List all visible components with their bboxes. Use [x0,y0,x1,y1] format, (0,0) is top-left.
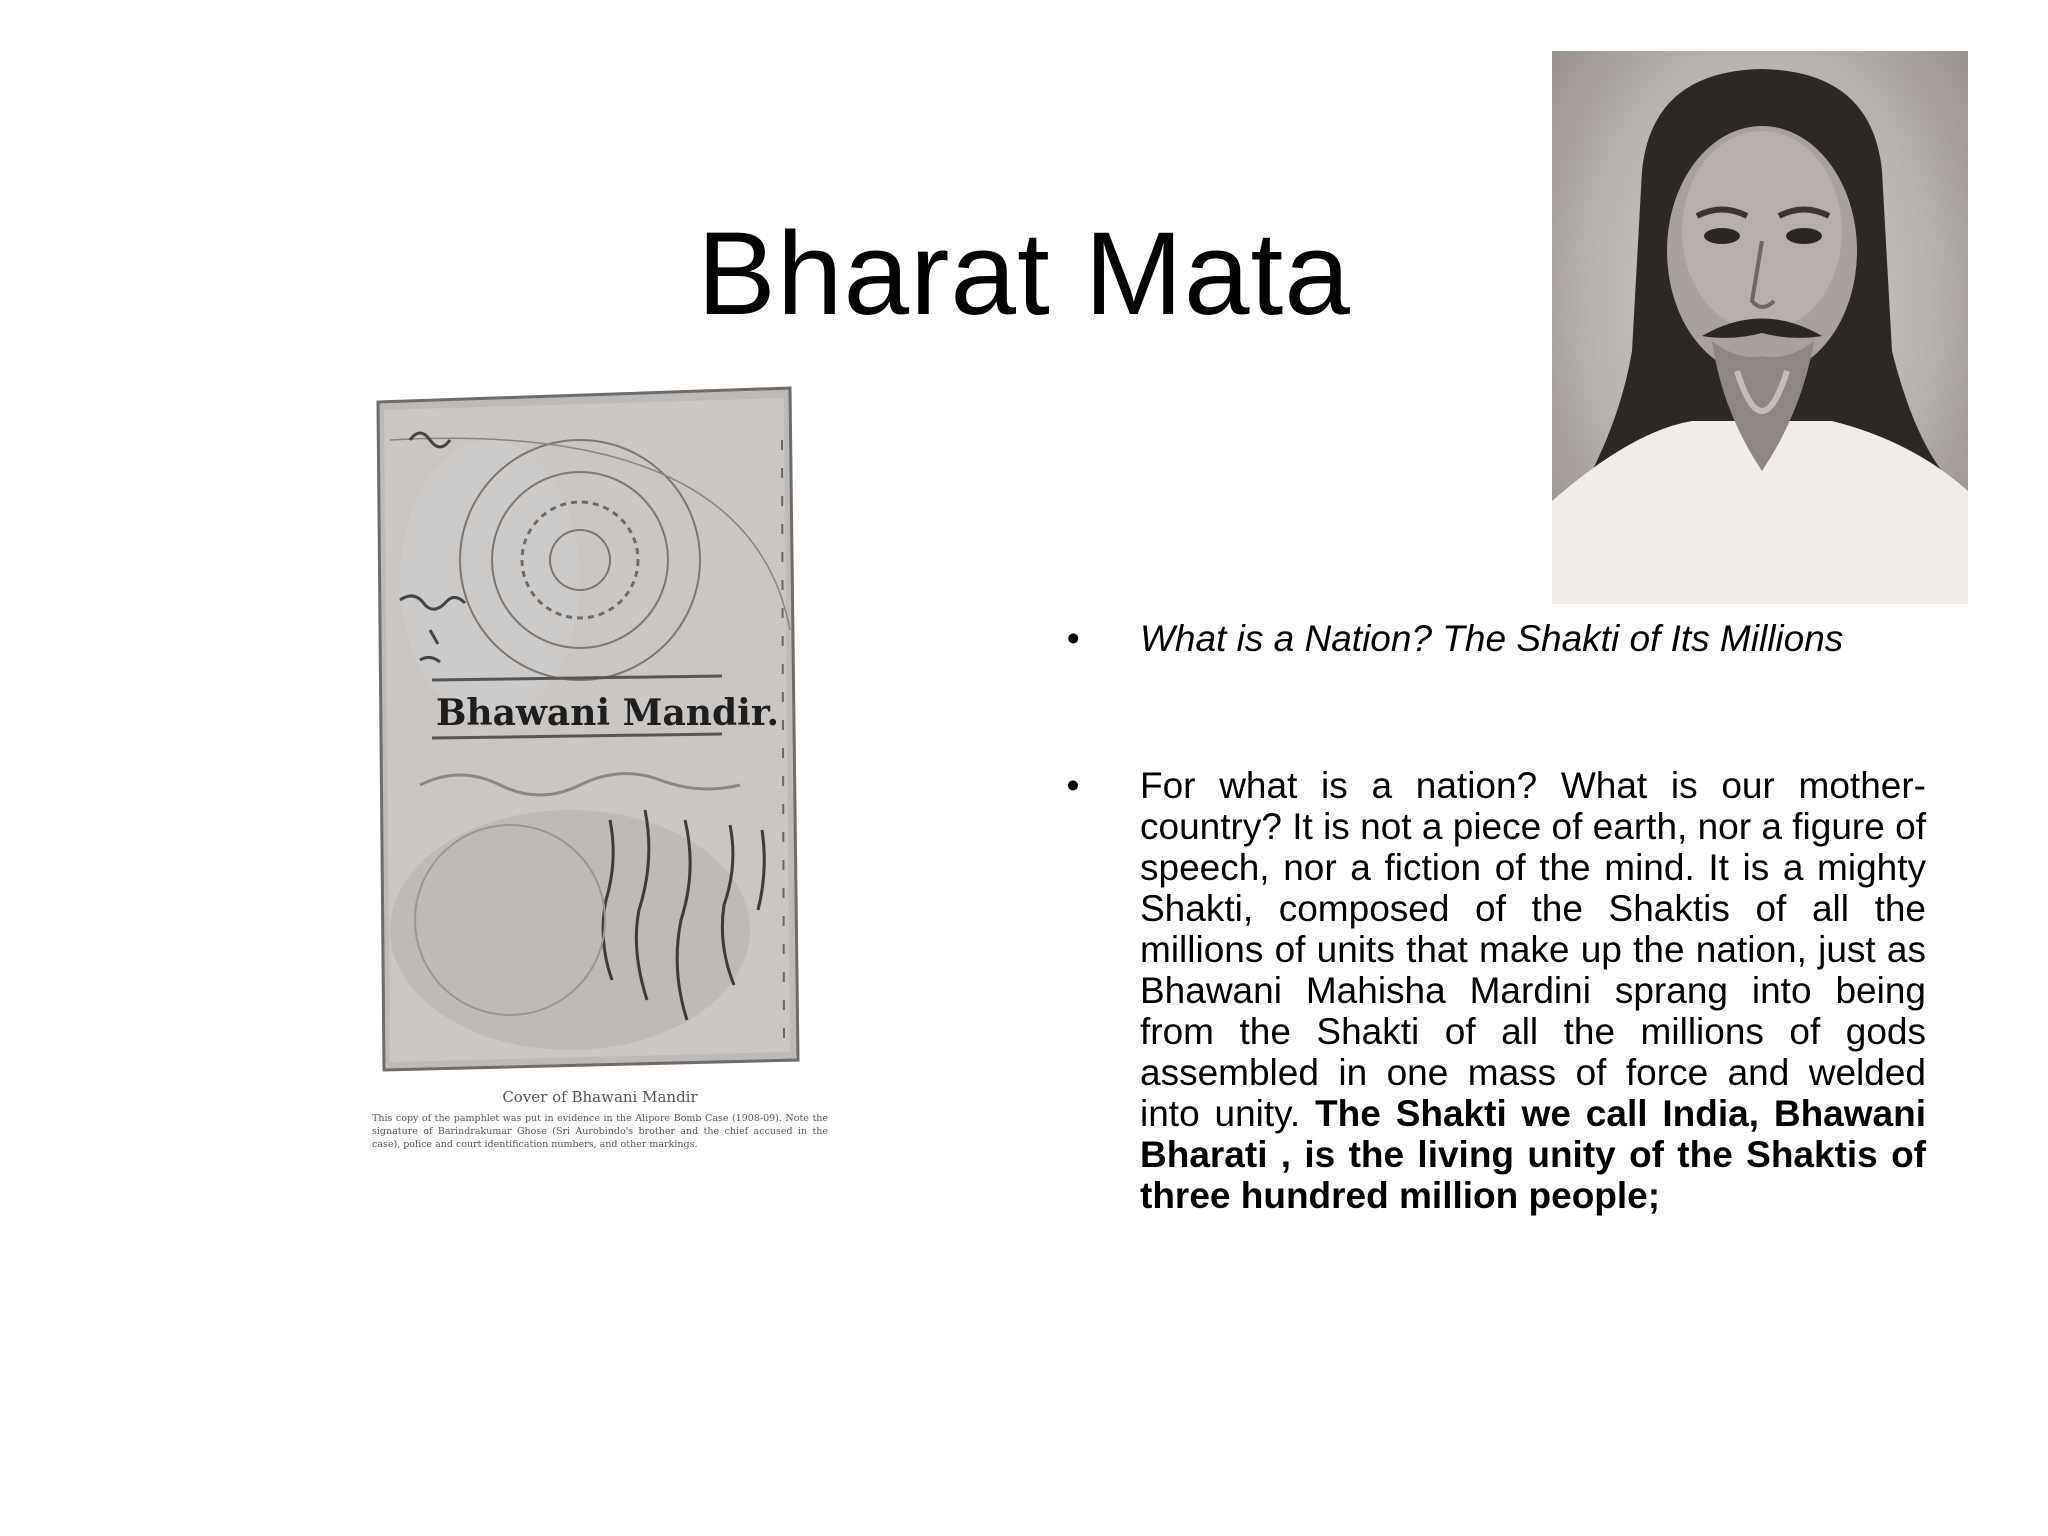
portrait-photo [1552,51,1968,604]
bullet-list [1058,618,1926,1216]
quote-bold-text: The Shakti we call India, Bhawani Bharati , is the living unity of the Shaktis of three hundred million people; [1140,1093,1926,1216]
pamphlet-caption-title: Cover of Bhawani Mandir [502,1088,698,1106]
bullet-item-nation-quote [1058,765,1926,1216]
bullet-marker: • [1066,618,1080,659]
quote-text: For what is a nation? What is our mother-country? It is not a piece of earth, nor a figure of speech, nor a fiction of the mind. It is a mighty Shakti, composed of the Shaktis of all the millions of units that make up the nation, just as Bhawani Mahisha Mardini sprang into being from the Shakti of all the millions of gods assembled in one mass of force and welded into unity. [1140,765,1926,1134]
bullet-marker: • [1066,765,1080,806]
pamphlet-caption-text: This copy of the pamphlet was put in evidence in the Alipore Bomb Case (1908-09). Note the signature of Barindrakumar Ghose (Sri Aurobindo's brother and the chief accused in the case), police and court identification numbers, and other markings. [372,1113,828,1150]
bullet-item-nation-heading [1058,618,1926,659]
pamphlet-cover-image [370,380,830,1200]
slide-title: Bharat Mata [697,208,1351,341]
bullet-text: What is a Nation? The Shakti of Its Millions [1140,618,1844,659]
pamphlet-cover-title: Bhawani Mandir. [436,692,780,734]
